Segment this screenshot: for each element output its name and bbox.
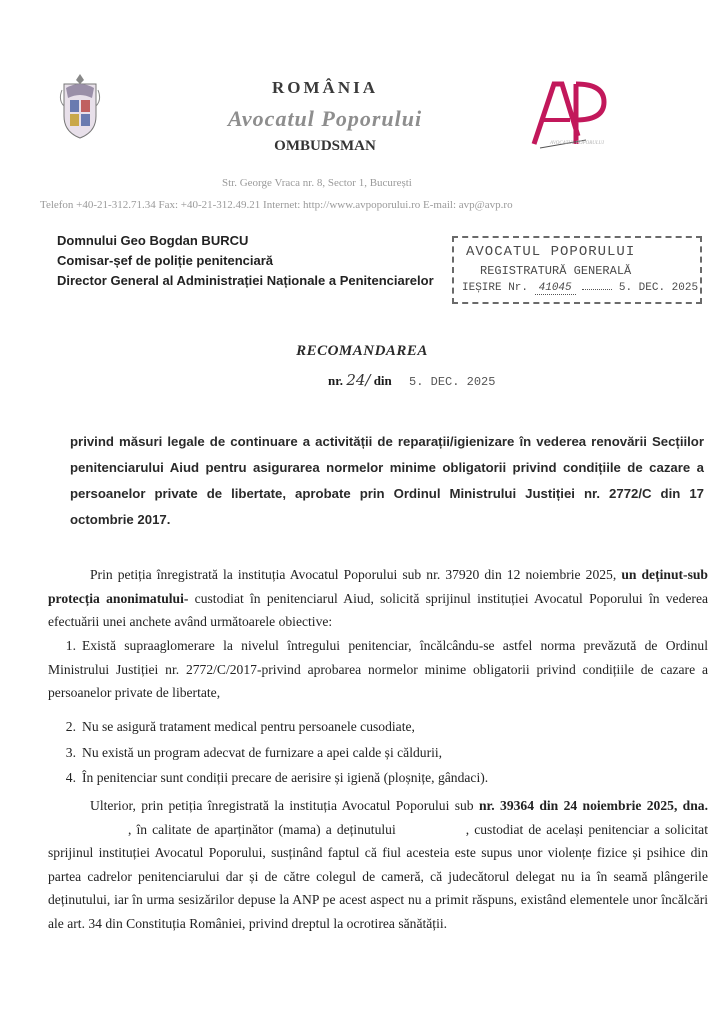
para2-text-d: , custodiat de același penitenciar a solicitat sprijinul instituției Avocatul Poporului, susținând faptul că fiul acesteia este supus unor violențe fizice și psihice din partea cadrelor penitenciarului dar și de către colegul de cameră, că judecătorul delegat nu ia în seamă plângerile deținutului, iar în urma sesizărilor depuse la ANP pe acest aspect nu a primit răspuns, existând elementele unor încălcări ale art. 34 din Constituția României, privind dreptul la ocrotirea sănătății.: [48, 821, 708, 931]
address-line: Str. George Vraca nr. 8, Sector 1, București: [222, 177, 412, 189]
para2-text-bold: nr. 39364 din 24 noiembrie 2025, dna.: [478, 798, 708, 813]
header-institution-name: Avocatul Poporului: [227, 106, 423, 131]
document-number: [328, 371, 495, 389]
header-country: ROMÂNIA: [272, 78, 378, 97]
logo-caption: AVOCATUL POPORULUI: [550, 141, 604, 146]
list-item: 1. Există supraaglomerare la nivelul întregului penitenciar, încălcându-se astfel norma prevăzută de Ordinul Ministrului Justiției nr. 2772/C/2017-privind aprobarea normelor minime obligatorii privind condițiile de cazare a persoanelor private de libertate,: [48, 638, 708, 700]
paragraph-2: [48, 794, 708, 935]
stamp-registry: REGISTRATURĂ GENERALĂ: [480, 264, 632, 278]
doc-date: 5. DEC. 2025: [409, 375, 496, 389]
doc-number-din: din: [373, 373, 392, 388]
doc-number-value: 24/: [346, 371, 371, 389]
registry-stamp: [452, 236, 702, 304]
para1-text-c: custodiat în penitenciarul Aiud, solicită sprijinul instituției Avocatul Poporului în vederea efectuării unei anchete având următoarele obiective:: [48, 590, 709, 629]
list-item: 4. În penitenciar sunt condiții precare de aerisire și igienă (ploșnițe, gândaci).: [65, 770, 489, 785]
doc-number-prefix: nr.: [328, 373, 344, 388]
recipient-position: Director General al Administrației Naționale a Penitenciarelor: [57, 273, 434, 288]
paragraph-1: [48, 563, 708, 634]
coat-of-arms-emblem: [58, 70, 102, 140]
stamp-exit-number: [462, 282, 698, 294]
list-item: 2. Nu se asigură tratament medical pentru persoanele cusodiate,: [65, 719, 415, 734]
stamp-institution: AVOCATUL POPORULUI: [466, 244, 636, 260]
stamp-date: 5. DEC. 2025: [618, 282, 699, 294]
para1-text-a: Prin petiția înregistrată la instituția Avocatul Poporului sub nr. 37920 din 12 noiembrie 2025,: [90, 567, 622, 582]
document-title: RECOMANDAREA: [296, 343, 428, 359]
header-ombudsman: OMBUDSMAN: [274, 138, 376, 154]
recipient-name: Domnului Geo Bogdan BURCU: [57, 233, 249, 248]
contact-line: Telefon +40-21-312.71.34 Fax: +40-21-312.49.21 Internet: http://www.avpoporului.ro E-mail: avp@avp.ro: [40, 199, 513, 211]
list-item: 3. Nu există un program adecvat de furnizare a apei calde și căldurii,: [65, 745, 443, 760]
para1-text-bold: un deținut-sub protecția anonimatului-: [48, 567, 708, 606]
stamp-number: 41045: [535, 282, 576, 295]
para2-text-c: , în calitate de aparținător (mama) a deținutului: [128, 821, 396, 837]
para2-text-a: Ulterior, prin petiția înregistrată la instituția Avocatul Poporului sub: [90, 798, 479, 813]
stamp-exit-label: IEȘIRE Nr.: [462, 282, 529, 294]
document-subject: privind măsuri legale de continuare a activității de reparații/igienizare în vederea renovării Secțiilor penitenciarului Aiud pentru asigurarea normelor minime obligatorii privind condițiile de cazare a persoanelor private de libertate, aprobate prin Ordinul Ministrului Justiției nr. 2772/C din 17 octombrie 2017.: [70, 434, 704, 527]
recipient-rank: Comisar-șef de poliție penitenciară: [57, 253, 274, 268]
